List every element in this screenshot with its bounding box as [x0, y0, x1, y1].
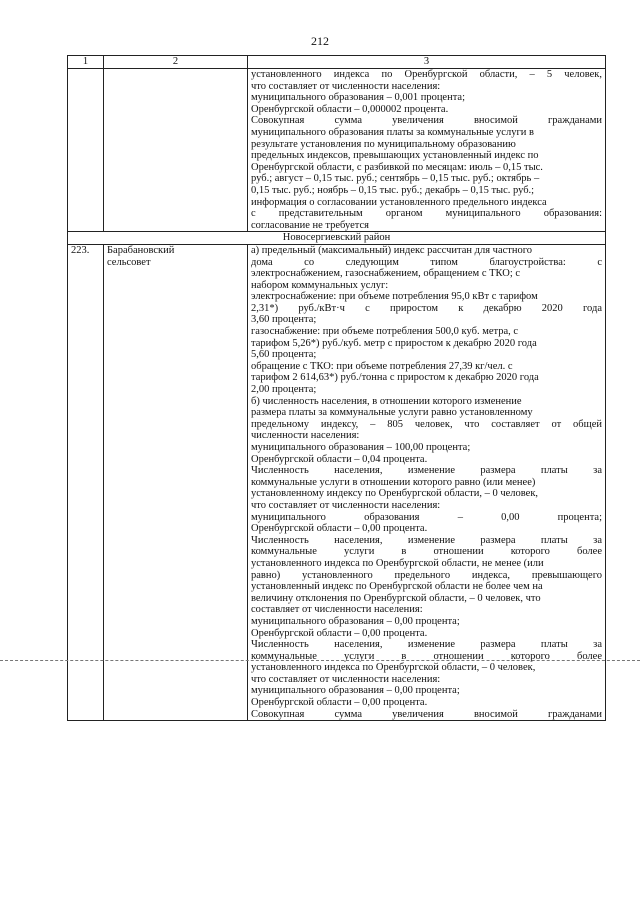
text-line: составляет от численности населения:	[251, 604, 423, 616]
text-line: коммунальные услуги в отношении которого равно (или менее)	[251, 476, 536, 488]
header-col-1: 1	[68, 56, 104, 69]
text-line: обращение с ТКО: при объеме потребления 27,39 кг/чел. с	[251, 360, 513, 372]
text-line: что составляет от численности населения:	[251, 673, 441, 685]
text-line: установленного индекса по Оренбургской области, – 0 человек,	[251, 662, 536, 674]
dashed-fold-line	[0, 660, 640, 661]
header-col-2: 2	[104, 56, 248, 69]
text-line: муниципального образования – 0,00 процента;	[251, 685, 460, 697]
municipality-name-line: сельсовет	[107, 256, 151, 268]
text-line: муниципального образования – 0,00 процента;	[251, 615, 460, 627]
text-line: Численность населения, изменение размера платы за	[251, 639, 602, 651]
text-line: установленному индексу по Оренбургской области, – 0 человек,	[251, 488, 539, 500]
municipality-name-cell	[104, 244, 248, 720]
text-line: с представительным органом муниципального образования:	[251, 208, 602, 220]
text-line: б) численность населения, в отношении которого изменение	[251, 395, 522, 407]
municipality-name-line: Барабановский	[107, 244, 175, 256]
text-line: газоснабжение: при объеме потребления 500,0 куб. метра, с	[251, 326, 519, 338]
text-line: 3,60 процента;	[251, 314, 317, 326]
text-line: набором коммунальных услуг:	[251, 279, 389, 291]
text-line: электроснабжение: при объеме потребления 95,0 кВт с тарифом	[251, 291, 538, 303]
text-line: что составляет от численности населения:	[251, 80, 441, 92]
table-header-row	[68, 56, 606, 69]
text-line: 0,15 тыс. руб.; ноябрь – 0,15 тыс. руб.; декабрь – 0,15 тыс. руб.;	[251, 184, 535, 196]
text-line: предельных индексов, превышающих установленный индекс по	[251, 150, 539, 162]
text-line: муниципального образования платы за коммунальные услуги в	[251, 126, 534, 138]
text-line: коммунальные услуги в отношении которого более	[251, 650, 602, 662]
header-col-3: 3	[248, 56, 606, 69]
row-number-cell	[68, 69, 104, 232]
text-line: что составляет от численности населения:	[251, 499, 441, 511]
text-line: Оренбургской области, с разбивкой по месяцам: июль – 0,15 тыс.	[251, 161, 543, 173]
municipality-name-cell	[104, 69, 248, 232]
text-line: информация о согласовании установленного предельного индекса	[251, 196, 547, 208]
text-line: 2,00 процента;	[251, 384, 317, 396]
text-line: величину отклонения по Оренбургской области, – 0 человек, что	[251, 592, 541, 604]
text-line: предельному индексу, – 805 человек, что составляет от общей	[251, 418, 602, 430]
text-line: Численность населения, изменение размера платы за	[251, 465, 602, 477]
page-number: 212	[311, 34, 329, 48]
text-line: установленный индекс по Оренбургской области не более чем на	[251, 581, 543, 593]
text-line: тарифом 5,26*) руб./куб. метр с приростом к декабрю 2020 года	[251, 337, 537, 349]
text-line: 5,60 процента;	[251, 349, 317, 361]
text-line: Совокупная сумма увеличения вносимой гражданами	[251, 115, 602, 127]
description-cell	[248, 69, 606, 232]
district-row	[68, 232, 606, 245]
text-line: дома со следующим типом благоустройства: с	[251, 256, 602, 268]
text-line: результате установления по муниципальному образованию	[251, 138, 516, 150]
table-row-continued	[68, 69, 606, 232]
text-line: коммунальные услуги в отношении которого более	[251, 546, 602, 558]
row-number-cell: 223.	[68, 244, 104, 720]
text-line: Оренбургской области – 0,000002 процента.	[251, 103, 449, 115]
text-line: Оренбургской области – 0,00 процента.	[251, 697, 428, 709]
text-line: равно) установленного предельного индекса, превышающего	[251, 569, 602, 581]
text-line: Численность населения, изменение размера платы за	[251, 534, 602, 546]
text-line: а) предельный (максимальный) индекс рассчитан для частного	[251, 244, 533, 256]
text-line: электроснабжением, газоснабжением, обращением с ТКО; с	[251, 268, 521, 280]
text-line: муниципального образования – 100,00 процента;	[251, 442, 471, 453]
text-line: 2,31*) руб./кВт·ч с приростом к декабрю 2020 года	[251, 302, 602, 314]
district-heading: Новосергиевский район	[68, 232, 606, 245]
text-line: согласование не требуется	[251, 219, 369, 231]
text-line: руб.; август – 0,15 тыс. руб.; сентябрь – 0,15 тыс. руб.; октябрь –	[251, 173, 540, 185]
text-line: размера платы за коммунальные услуги равно установленному	[251, 407, 533, 419]
text-line: численности населения:	[251, 430, 360, 442]
text-line: Совокупная сумма увеличения вносимой гражданами	[251, 708, 602, 720]
table-row-223	[68, 244, 606, 720]
document-table	[67, 55, 606, 721]
text-line: установленного индекса по Оренбургской области, не менее (или	[251, 557, 544, 569]
text-line: Оренбургской области – 0,04 процента.	[251, 453, 428, 465]
text-line: установленного индекса по Оренбургской области, – 5 человек,	[251, 69, 602, 80]
text-line: Оренбургской области – 0,00 процента.	[251, 523, 428, 535]
text-line: тарифом 2 614,63*) руб./тонна с приростом к декабрю 2020 года	[251, 372, 539, 384]
text-line: муниципального образования – 0,00 процента;	[251, 511, 602, 523]
description-cell	[248, 244, 606, 720]
text-line: Оренбургской области – 0,00 процента.	[251, 627, 428, 639]
text-line: муниципального образования – 0,001 процента;	[251, 92, 466, 104]
